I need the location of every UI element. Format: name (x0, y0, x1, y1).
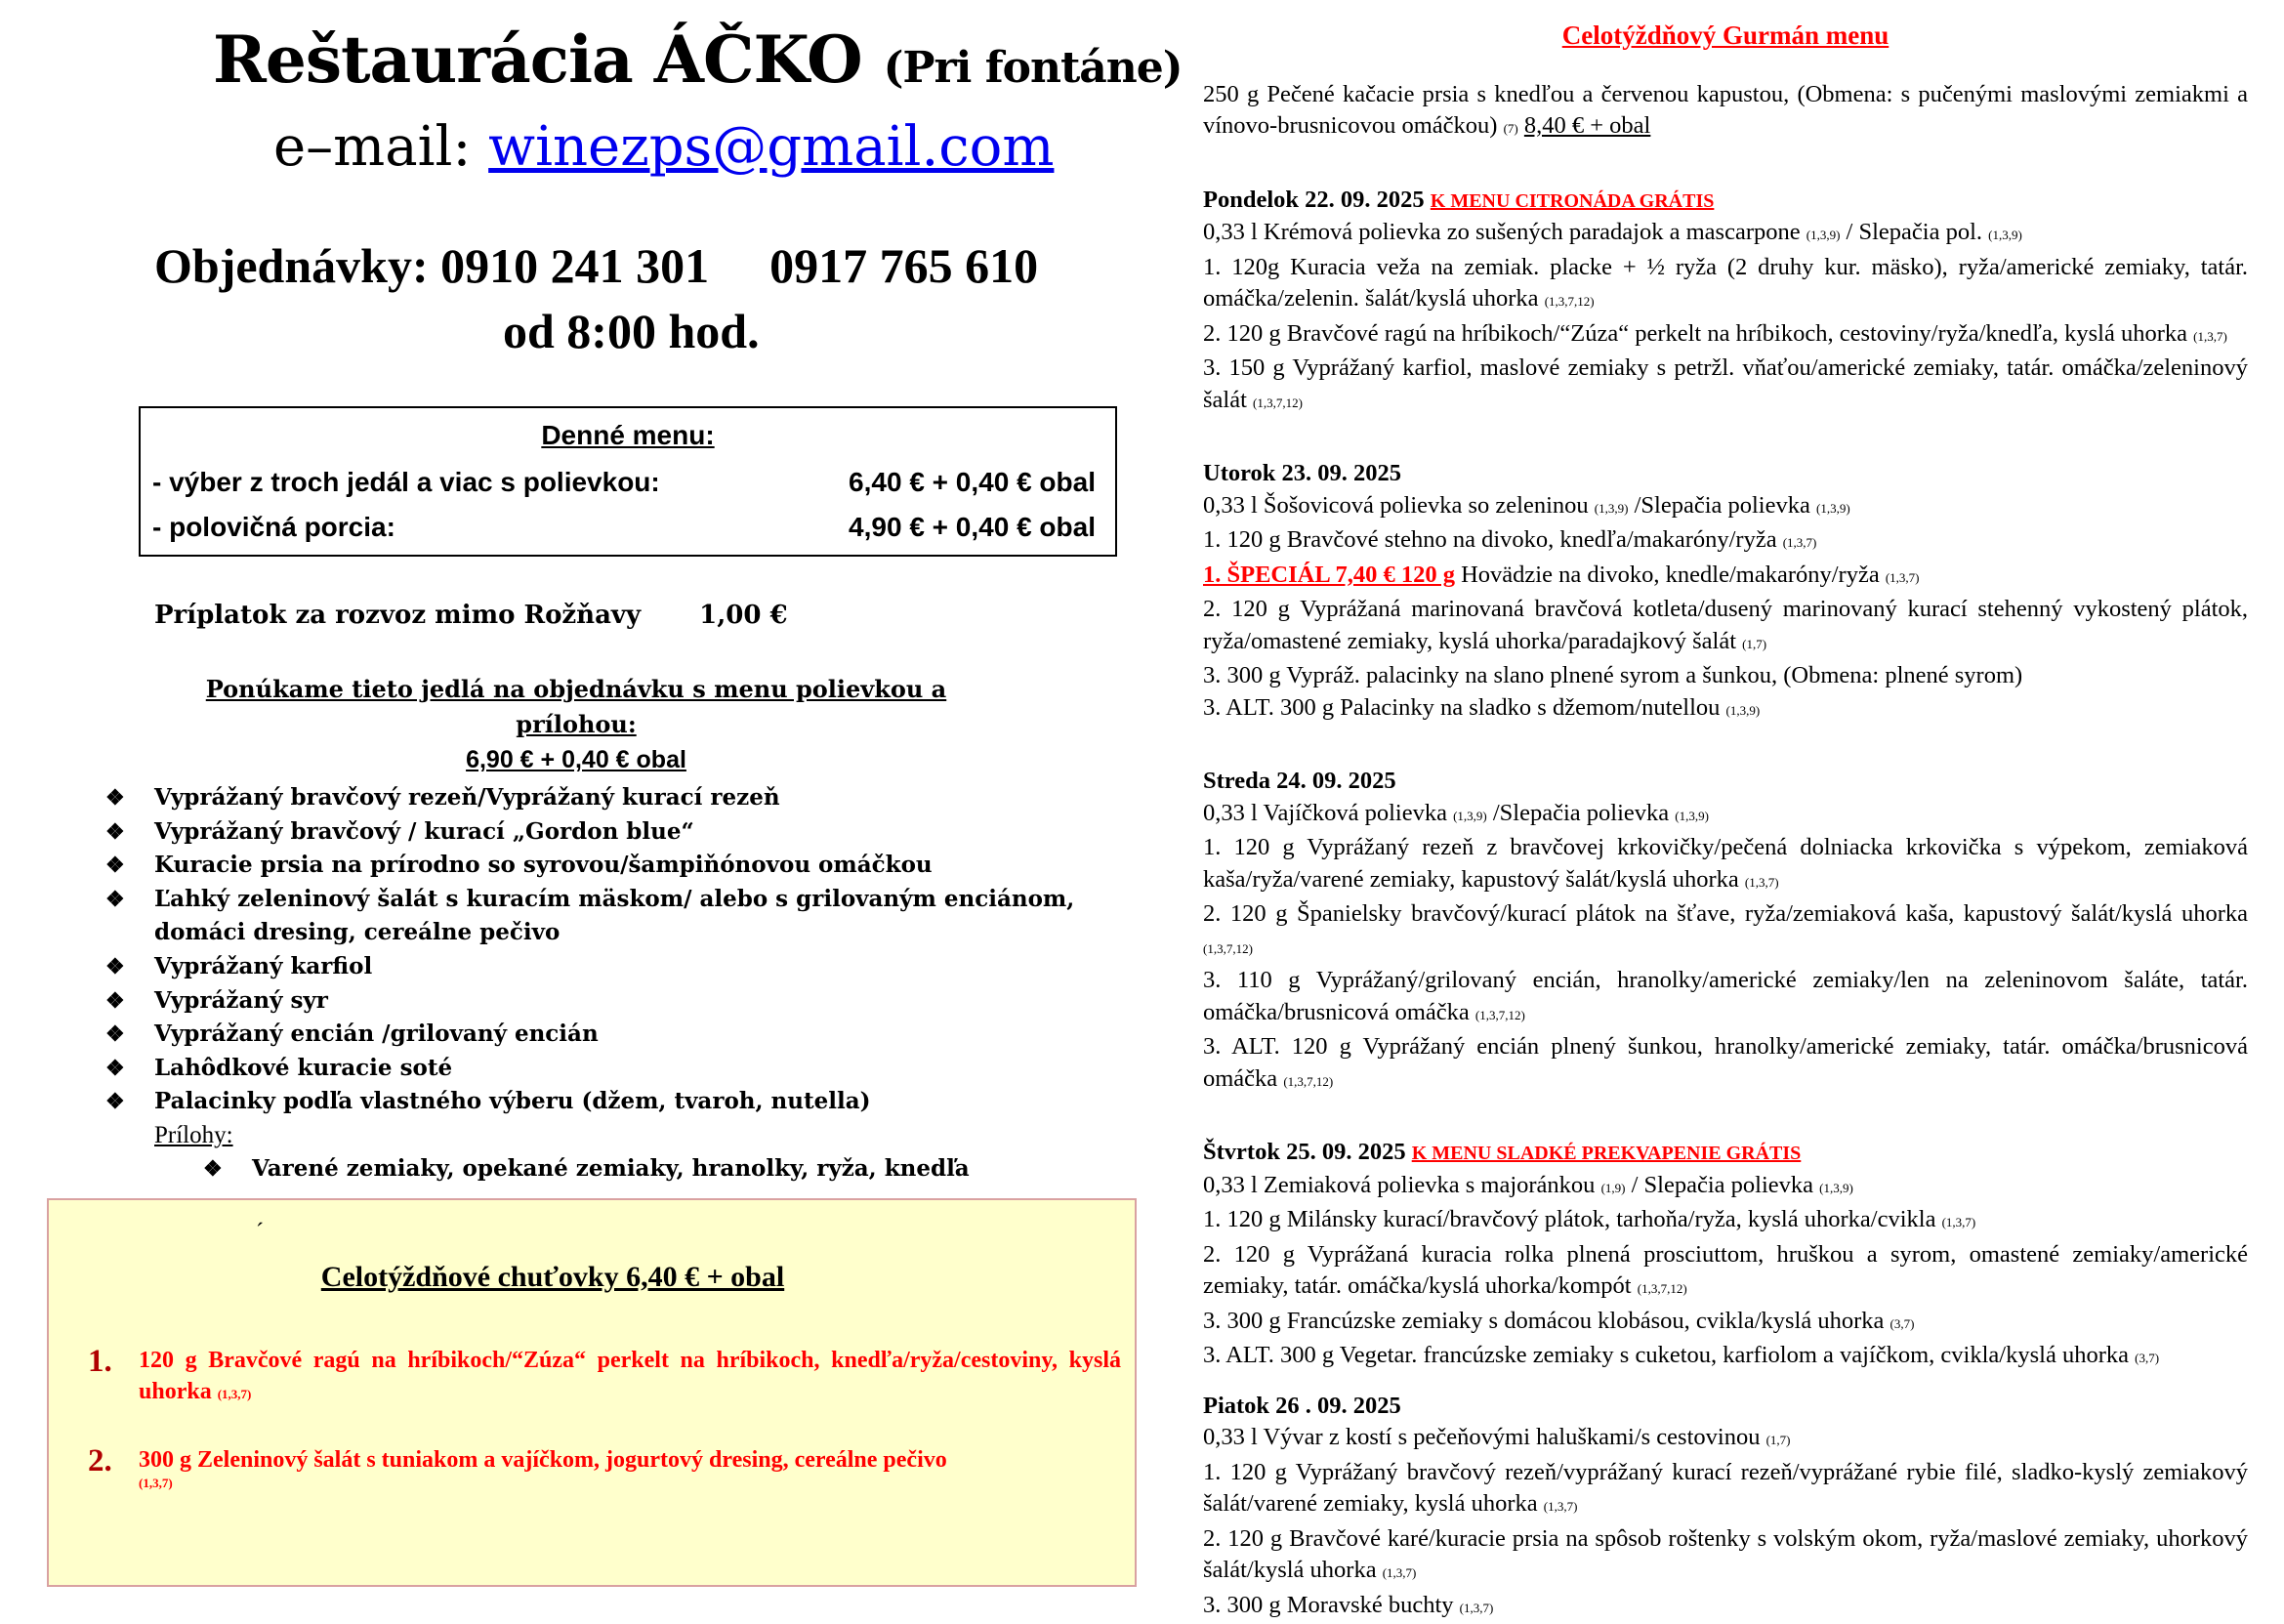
allergens: (1,3,7) (1383, 1565, 1417, 1580)
menu-line (1203, 318, 2248, 354)
day-date: Štvrtok 25. 09. 2025 (1203, 1139, 1406, 1165)
email-line (273, 115, 1054, 179)
allergens: (1,3,9) (1816, 501, 1850, 516)
menu-line-alt: / Slepačia polievka (1625, 1172, 1813, 1198)
diamond-bullet-icon: ❖ (105, 1018, 154, 1052)
daily-menu-full-label: - výber z troch jedál a viac s polievkou: (152, 467, 660, 498)
menu-line (1203, 965, 2248, 1031)
menu-line-text: 0,33 l Zemiaková polievka s majoránkou (1203, 1172, 1595, 1198)
menu-line-text: 0,33 l Šošovicová polievka so zeleninou (1203, 492, 1589, 519)
menu-line-text: 2. 120 g Bravčové karé/kuracie prsia na spôsob roštenky s volským okom, ryža/maslové zemiaky, uhorkový šalát/kyslá uhorka (1203, 1525, 2248, 1584)
allergens: (1,3,7,12) (1475, 1008, 1525, 1022)
allergens: (1,7) (1766, 1433, 1791, 1447)
gourmet-title: Celotýždňový Gurmán menu (1203, 20, 2248, 52)
allergens: (1,3,9) (1806, 228, 1841, 242)
surcharge-amount: 1,00 € (699, 601, 787, 630)
menu-line (1203, 898, 2248, 965)
gourmet-price: 8,40 € + obal (1524, 112, 1651, 139)
menu-line (1203, 1457, 2248, 1523)
email-link[interactable]: winezps@gmail.com (488, 115, 1054, 179)
allergens: (1,3,7) (1460, 1601, 1494, 1615)
menu-line (1203, 594, 2248, 660)
menu-line (1203, 692, 2248, 728)
diamond-bullet-icon: ❖ (203, 1152, 252, 1186)
menu-line (1203, 1031, 2248, 1098)
diamond-bullet-icon: ❖ (105, 1085, 154, 1119)
allergens: (1,3,7,12) (1203, 941, 1253, 956)
phone-1: 0910 241 301 (440, 238, 709, 293)
diamond-bullet-icon: ❖ (105, 815, 154, 850)
menu-line (1203, 524, 2248, 560)
diamond-bullet-icon: ❖ (105, 1052, 154, 1086)
menu-line-text: 1. 120 g Vyprážaný rezeň z bravčovej krkovičky/pečená dolniacka krkovička s výpekom, zemiaková kaša/ryža/varené zemiaky, kapustový šalát/kyslá uhorka (1203, 834, 2248, 893)
daily-menu-full-row (152, 467, 1096, 498)
diamond-bullet-icon: ❖ (105, 849, 154, 883)
menu-line-text: 0,33 l Vajíčková polievka (1203, 800, 1447, 826)
orders-label: Objednávky: (154, 238, 429, 293)
menu-line (1203, 798, 2248, 833)
delivery-surcharge (154, 601, 788, 630)
gourmet-item: 250 g Pečené kačacie prsia s knedľou a červenou kapustou, (Obmena: s pučenými maslovými zemiakmi a vínovo-brusnicovou omáčkou) (7) 8,40 € + obal (1203, 79, 2248, 146)
allergens: (1,3,7) (1544, 1499, 1578, 1514)
order-offer (146, 672, 1006, 777)
daily-menu-half-row (152, 512, 1096, 543)
daily-menu-half-price: 4,90 € + 0,40 € obal (849, 512, 1096, 543)
list-item: ❖ Vyprážaný bravčový rezeň/Vyprážaný kurací rezeň (105, 781, 1141, 815)
email-label: e–mail: (273, 115, 471, 179)
diamond-bullet-icon: ❖ (105, 950, 154, 984)
list-item: ❖ Vyprážaný encián /grilovaný encián (105, 1018, 1141, 1052)
allergens: (1,3,9) (1453, 809, 1487, 823)
menu-line-text: 2. 120 g Bravčové ragú na hríbikoch/“Zúza“ perkelt na hríbikoch, cestoviny/ryža/knedľa, kyslá uhorka (1203, 320, 2187, 347)
allergens: (3,7) (1890, 1316, 1915, 1331)
menu-line (1203, 832, 2248, 898)
allergens: (1,3,7) (1942, 1215, 1976, 1229)
menu-line (1203, 217, 2248, 252)
weekly-snack-item: 1. 120 g Bravčové ragú na hríbikoch/“Zúza“ perkelt na hríbikoch, knedľa/ryža/cestoviny, kyslá uhorka (1,3,7) (88, 1345, 1121, 1410)
menu-line-alt: / Slepačia pol. (1840, 219, 1982, 245)
menu-line (1203, 660, 2248, 692)
day-promo: K MENU SLADKÉ PREKVAPENIE GRÁTIS (1412, 1143, 1802, 1164)
orders-phones (154, 237, 1038, 294)
day-section (1203, 458, 2248, 727)
menu-line-text: 0,33 l Krémová polievka zo sušených paradajok a mascarpone (1203, 219, 1801, 245)
menu-line (1203, 1170, 2248, 1205)
menu-line-text: 1. 120g Kuracia veža na zemiak. placke + ½ ryža (2 druhy kur. mäsko), ryža/americké zemiaky, tatár. omáčka/zelenin. šalát/kyslá uhorka (1203, 254, 2248, 312)
sides-label: Prílohy: (154, 1119, 1141, 1152)
menu-line-text: 3. ALT. 300 g Palacinky na sladko s džemom/nutellou (1203, 694, 1720, 721)
menu-line-text: 3. 300 g Francúzske zemiaky s domácou klobásou, cvikla/kyslá uhorka (1203, 1308, 1884, 1334)
allergens: (1,3,7,12) (1253, 396, 1303, 410)
list-item: ❖ Lahôdkové kuracie soté (105, 1052, 1141, 1086)
day-date: Streda 24. 09. 2025 (1203, 768, 1396, 794)
allergens: (1,3,9) (1726, 703, 1761, 718)
diamond-bullet-icon: ❖ (105, 883, 154, 950)
phone-2: 0917 765 610 (769, 238, 1038, 293)
menu-line (1203, 1239, 2248, 1306)
day-section (1203, 766, 2248, 1098)
daily-menu-title: Denné menu: (141, 420, 1115, 451)
allergens: (1,3,7,12) (1283, 1074, 1333, 1089)
allergens: (1,9) (1601, 1181, 1626, 1195)
daily-menu-half-label: - polovičná porcia: (152, 512, 395, 543)
restaurant-location: (Pri fontáne) (884, 43, 1183, 93)
menu-line-text: 0,33 l Vývar z kostí s pečeňovými haluškami/s cestovinou (1203, 1424, 1760, 1450)
list-item: ❖ Vyprážaný karfiol (105, 950, 1141, 984)
menu-line-alt: /Slepačia polievka (1487, 800, 1669, 826)
menu-line-text: 1. 120 g Vyprážaný bravčový rezeň/vyprážaný kurací rezeň/vyprážané rybie filé, sladko-kyslý zemiakový šalát/varené zemiaky, kyslá uhorka (1203, 1459, 2248, 1518)
list-item: ❖ Palacinky podľa vlastného výberu (džem, tvaroh, nutella) (105, 1085, 1141, 1119)
list-item: ❖ Vyprážaný bravčový / kurací „Gordon blue“ (105, 815, 1141, 850)
special-label: 1. ŠPECIÁL 7,40 € 120 g (1203, 562, 1455, 588)
menu-line-text: 3. 150 g Vyprážaný karfiol, maslové zemiaky s petržl. vňaťou/americké zemiaky, tatár. omáčka/zeleninový šalát (1203, 354, 2248, 413)
restaurant-title (213, 21, 1111, 98)
diamond-bullet-icon: ❖ (105, 781, 154, 815)
weekly-menu-column (1203, 0, 2248, 1624)
weekly-snack-item: 2. 300 g Zeleninový šalát s tuniakom a vajíčkom, jogurtový dresing, cereálne pečivo (1,3,7) (88, 1444, 1121, 1507)
menu-line (1203, 1422, 2248, 1457)
menu-line-text: 1. 120 g Milánsky kurací/bravčový plátok, tarhoňa/ryža, kyslá uhorka/cvikla (1203, 1206, 1935, 1232)
daily-menu-box (139, 406, 1117, 557)
menu-line (1203, 1204, 2248, 1239)
menu-line-text: 1. 120 g Bravčové stehno na divoko, knedľa/makaróny/ryža (1203, 526, 1777, 553)
menu-line (1203, 490, 2248, 525)
day-heading (1203, 458, 2248, 490)
day-menus (1203, 185, 2248, 1624)
menu-line (1203, 252, 2248, 318)
weekly-snacks-title: Celotýždňové chuťovky 6,40 € + obal (49, 1261, 1135, 1294)
daily-menu-full-price: 6,40 € + 0,40 € obal (849, 467, 1096, 498)
day-date: Piatok 26 . 09. 2025 (1203, 1393, 1401, 1419)
restaurant-name: Reštaurácia ÁČKO (213, 21, 862, 98)
menu-line (1203, 1590, 2248, 1624)
day-heading (1203, 185, 2248, 218)
order-dish-list (105, 781, 1141, 1186)
menu-line (1203, 1340, 2248, 1375)
accent-mark: ´ (256, 1220, 264, 1246)
allergens: (1,3,7,12) (1638, 1281, 1687, 1296)
day-section (1203, 185, 2248, 420)
order-hours: od 8:00 hod. (503, 303, 760, 359)
surcharge-label: Príplatok za rozvoz mimo Rožňavy (154, 601, 641, 630)
day-heading (1203, 1391, 2248, 1423)
list-item: ❖ Kuracie prsia na prírodno so syrovou/šampiňónovou omáčkou (105, 849, 1141, 883)
allergens: (1,3,7,12) (1545, 294, 1595, 309)
list-item: ❖ Ľahký zeleninový šalát s kuracím mäskom/ alebo s grilovaným enciánom, domáci dresing, cereálne pečivo (105, 883, 1141, 950)
allergens: (1,3,9) (1595, 501, 1629, 516)
diamond-bullet-icon: ❖ (105, 984, 154, 1019)
allergens: (1,3,9) (1675, 809, 1709, 823)
allergens: (1,3,7) (1745, 875, 1779, 890)
allergens: (1,7) (1742, 637, 1766, 651)
allergens: (1,3,7) (2193, 329, 2227, 344)
day-date: Utorok 23. 09. 2025 (1203, 460, 1401, 486)
menu-line (1203, 353, 2248, 419)
day-date: Pondelok 22. 09. 2025 (1203, 187, 1425, 213)
allergens: (1,3,7) (1886, 570, 1920, 585)
list-item: ❖ Vyprážaný syr (105, 984, 1141, 1019)
menu-line-text: 3. ALT. 300 g Vegetar. francúzske zemiaky s cuketou, karfiolom a vajíčkom, cvikla/kyslá uhorka (1203, 1342, 2129, 1368)
day-promo: K MENU CITRONÁDA GRÁTIS (1431, 190, 1715, 212)
offer-price: 6,90 € + 0,40 € obal (146, 742, 1006, 777)
day-section (1203, 1391, 2248, 1624)
menu-line-text: 2. 120 g Vyprážaná kuracia rolka plnená prosciuttom, hruškou a syrom, omastené zemiaky/americké zemiaky, tatár. omáčka/kyslá uhorka/kompót (1203, 1241, 2248, 1300)
menu-line-text: 3. 300 g Vypráž. palacinky na slano plnené syrom a šunkou, (Obmena: plnené syrom) (1203, 662, 2022, 688)
weekly-snacks-box (47, 1198, 1137, 1587)
menu-line-text: 3. 300 g Moravské buchty (1203, 1592, 1454, 1618)
allergens: (1,3,7) (1783, 535, 1817, 550)
day-heading (1203, 1137, 2248, 1170)
menu-line-text: 3. ALT. 120 g Vyprážaný encián plnený šunkou, hranolky/americké zemiaky, tatár. omáčka/brusnicová omáčka (1203, 1033, 2248, 1092)
allergens: (3,7) (2135, 1351, 2159, 1365)
menu-line (1203, 1523, 2248, 1590)
menu-line-text: Hovädzie na divoko, knedle/makaróny/ryža (1455, 562, 1880, 588)
day-heading (1203, 766, 2248, 798)
menu-line (1203, 560, 2248, 595)
menu-line-text: 3. 110 g Vyprážaný/grilovaný encián, hranolky/americké zemiaky/len na zeleninovom šaláte, tatár. omáčka/brusnicová omáčka (1203, 967, 2248, 1025)
offer-text: Ponúkame tieto jedlá na objednávku s menu polievkou a prílohou: (146, 672, 1006, 742)
menu-line (1203, 1306, 2248, 1341)
sides-item: ❖ Varené zemiaky, opekané zemiaky, hranolky, ryža, knedľa (203, 1152, 1141, 1186)
menu-line-text: 2. 120 g Vyprážaná marinovaná bravčová kotleta/dusený marinovaný kurací stehenný vykostený plátok, ryža/omastené zemiaky, kyslá uhorka/paradajkový šalát (1203, 596, 2248, 654)
allergens: (1,3,9) (1988, 228, 2022, 242)
menu-line-alt: /Slepačia polievka (1628, 492, 1809, 519)
menu-line-text: 2. 120 g Španielsky bravčový/kurací plátok na šťave, ryža/zemiaková kaša, kapustový šalát/kyslá uhorka (1203, 900, 2248, 927)
allergens: (1,3,9) (1819, 1181, 1853, 1195)
day-section (1203, 1137, 2248, 1375)
